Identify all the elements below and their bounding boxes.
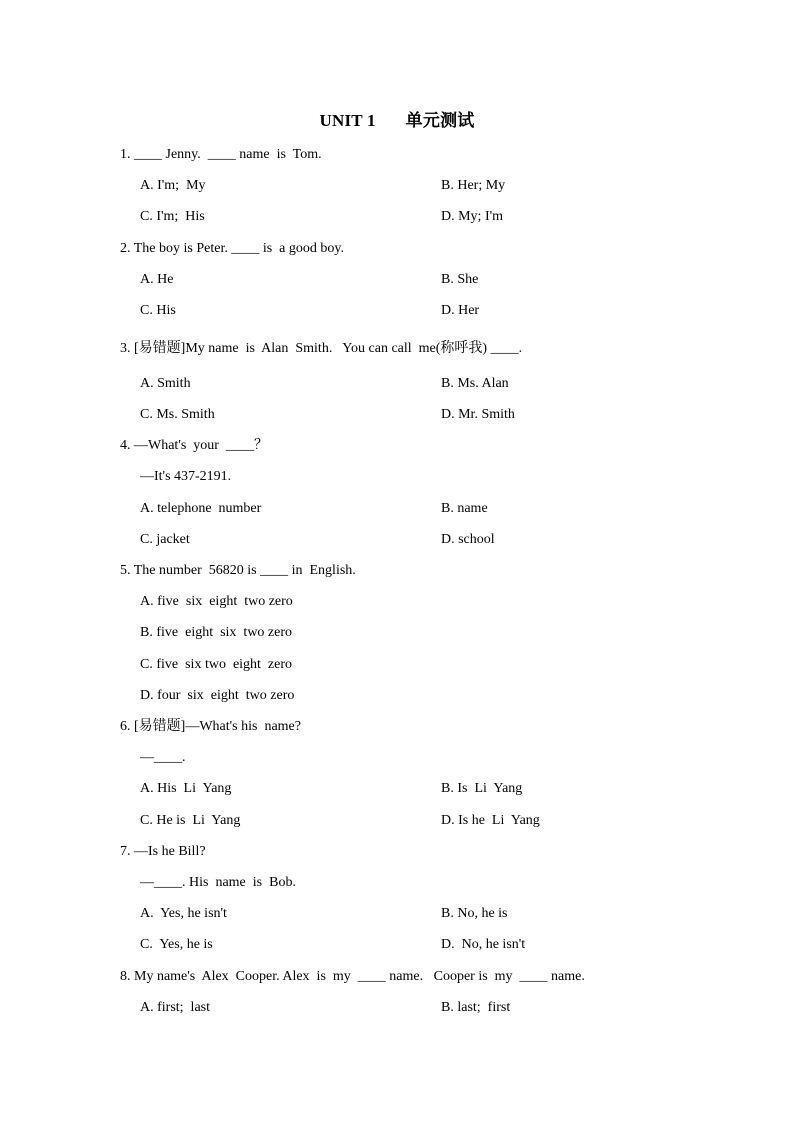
question-8-option-a: A. first; last [140,1000,210,1015]
question-6-option-a: A. His Li Yang [140,781,232,796]
question-3-option-b: B. Ms. Alan [441,376,509,391]
question-8-stem: 8. My name's Alex Cooper. Alex is my ____ name. Cooper is my ____ name. [120,969,585,984]
question-2-option-a: A. He [140,272,174,287]
question-6-option-d: D. Is he Li Yang [441,813,540,828]
question-4-option-b: B. name [441,501,488,516]
question-4-reply: —It's 437-2191. [140,469,232,484]
unit-label: UNIT 1 [319,111,376,130]
question-7-option-b: B. No, he is [441,906,508,921]
question-5-option-d: D. four six eight two zero [140,688,295,703]
question-5-option-c: C. five six two eight zero [140,657,293,672]
question-4-option-d: D. school [441,532,495,547]
question-3-option-a: A. Smith [140,376,191,391]
question-5-option-a: A. five six eight two zero [140,594,293,609]
question-5-option-b: B. five eight six two zero [140,625,293,640]
question-2-option-d: D. Her [441,303,480,318]
question-2-option-c: C. His [140,303,176,318]
test-name: 单元测试 [405,111,475,130]
question-4-stem: 4. —What's your ____？ [120,438,268,453]
question-4-option-c: C. jacket [140,532,190,547]
question-6-option-b: B. Is Li Yang [441,781,523,796]
question-7-option-c: C. Yes, he is [140,937,213,952]
question-7-option-a: A. Yes, he isn't [140,906,227,921]
question-7-stem: 7. —Is he Bill? [120,844,206,859]
question-7-option-d: D. No, he isn't [441,937,526,952]
question-3-option-d: D. Mr. Smith [441,407,515,422]
page-title [0,106,794,131]
question-5-stem: 5. The number 56820 is ____ in English. [120,563,356,578]
question-1-option-b: B. Her; My [441,178,506,193]
question-3-stem: 3. [易错题]My name is Alan Smith. You can call me(称呼我) ____. [120,341,523,356]
question-8-option-b: B. last; first [441,1000,511,1015]
question-6-option-c: C. He is Li Yang [140,813,241,828]
question-1-stem: 1. ____ Jenny. ____ name is Tom. [120,147,322,162]
question-1-option-d: D. My; I'm [441,209,504,224]
question-2-option-b: B. She [441,272,479,287]
question-4-option-a: A. telephone number [140,501,262,516]
question-1-option-c: C. I'm; His [140,209,205,224]
question-6-stem: 6. [易错题]—What's his name? [120,719,301,734]
question-6-reply: —____. [140,750,186,765]
question-7-reply: —____. His name is Bob. [140,875,296,890]
question-2-stem: 2. The boy is Peter. ____ is a good boy. [120,241,344,256]
question-3-option-c: C. Ms. Smith [140,407,215,422]
question-1-option-a: A. I'm; My [140,178,206,193]
